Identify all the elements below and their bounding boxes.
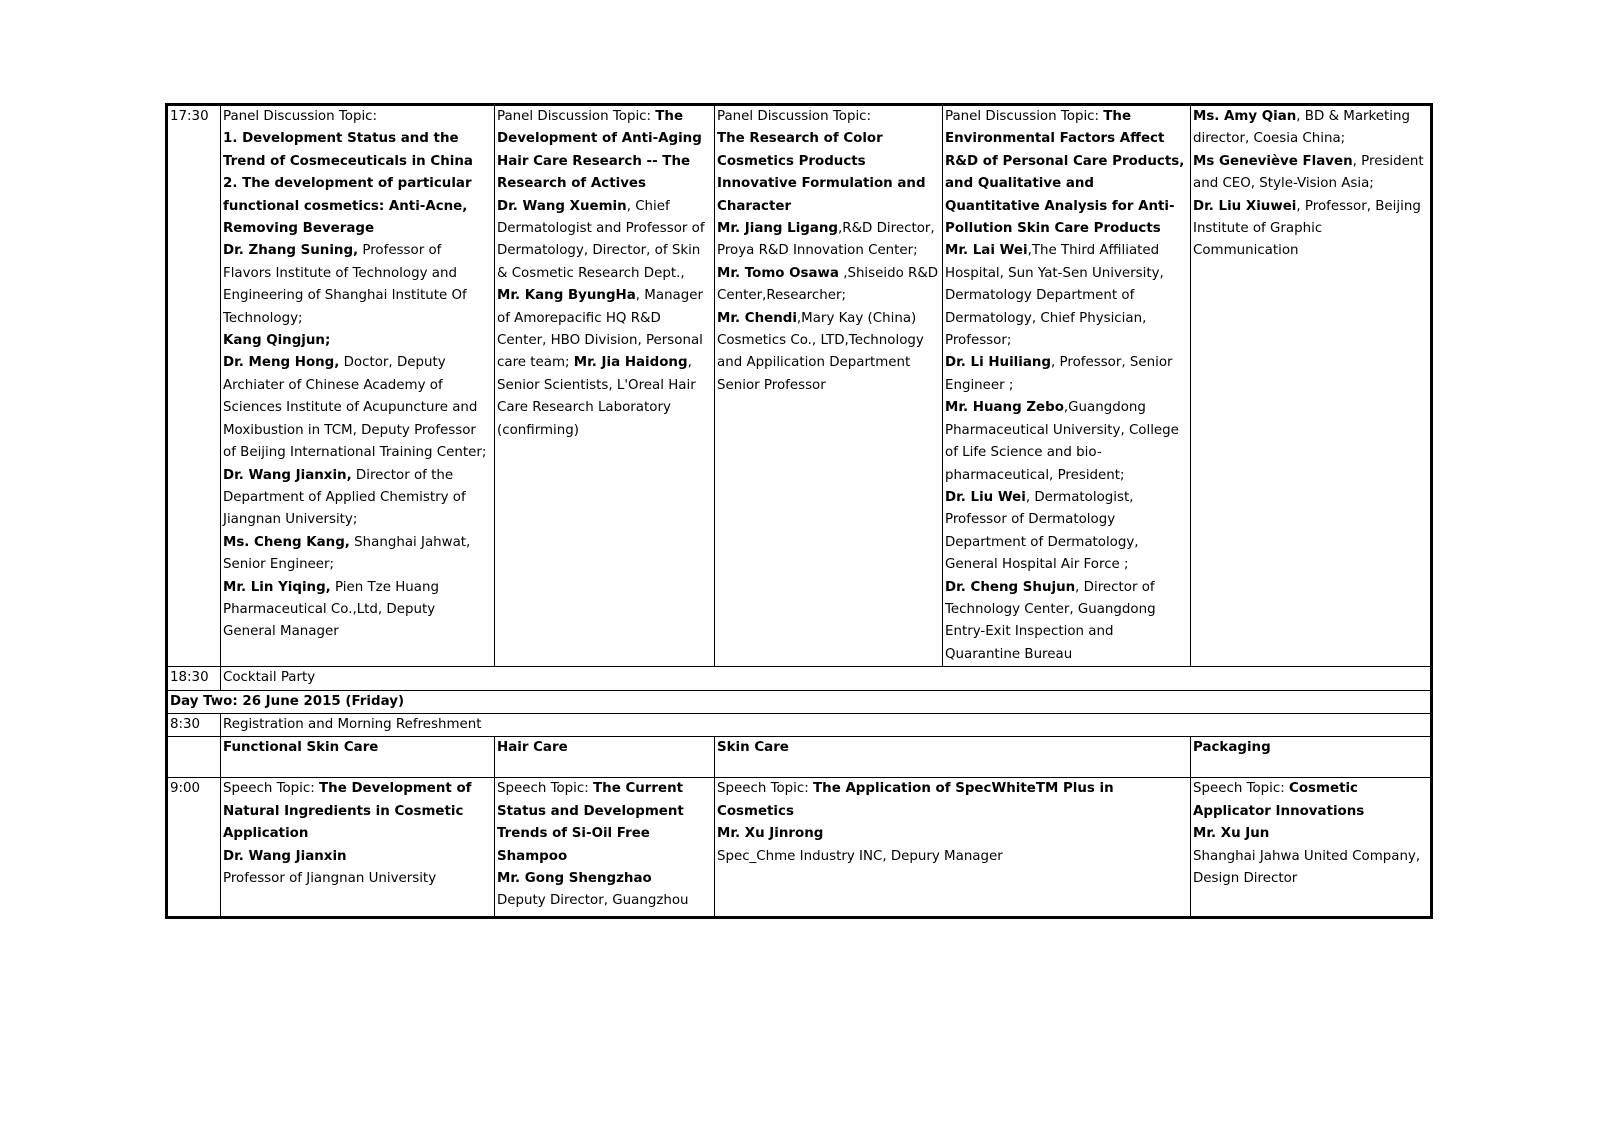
registration-label: Registration and Morning Refreshment: [221, 713, 1432, 736]
speaker-name: Mr. Gong Shengzhao: [497, 871, 652, 886]
speaker-detail: ,Mary Kay (China) Cosmetics Co., LTD,Technology and Appilication Department Senior Professor: [717, 310, 924, 393]
time-cell: 18:30: [167, 667, 221, 690]
schedule-table: [165, 103, 1433, 919]
speaker-detail: , Professor, Senior Engineer ;: [945, 355, 1173, 393]
speaker-detail: ,R&D Director, Proya R&D Innovation Center;: [717, 221, 935, 259]
time-cell: 8:30: [167, 713, 221, 736]
speaker-detail: Shanghai Jahwat, Senior Engineer;: [223, 534, 471, 573]
panel-cell-4: [943, 105, 1191, 667]
panel-intro: Panel Discussion Topic:: [945, 109, 1104, 124]
cocktail-row: [167, 667, 1432, 690]
track-functional-skin-care: Functional Skin Care: [221, 737, 495, 778]
speaker-name: Dr. Wang Xuemin: [497, 198, 627, 214]
panel-cell-1: [221, 105, 495, 667]
track-skin-care: Skin Care: [715, 737, 1191, 778]
speech-cell-3: [715, 778, 1191, 918]
panel-intro: Panel Discussion Topic:: [497, 109, 656, 124]
speech-intro: Speech Topic:: [1193, 781, 1290, 797]
speaker-detail: Professor of Jiangnan University: [223, 871, 437, 886]
speaker-detail: , President and CEO, Style-Vision Asia;: [1193, 153, 1424, 192]
speaker-detail: Shanghai Jahwa United Company, Design Director: [1193, 848, 1421, 886]
speaker-detail: , Chief Dermatologist and Professor of Dermatology, Director, of Skin & Cosmetic Research Dept.,: [497, 198, 705, 281]
time-cell: 9:00: [167, 778, 221, 918]
speech-topic: The Current Status and Development Trends of Si-Oil Free Shampoo: [497, 781, 684, 864]
speech-row: [167, 778, 1432, 918]
panel-intro: Panel Discussion Topic:: [223, 109, 378, 124]
panel-cell-5: [1191, 105, 1432, 667]
speaker-name: Ms Geneviève Flaven: [1193, 153, 1353, 169]
speaker-name: Dr. Meng Hong,: [223, 355, 340, 371]
speaker-detail: ,Shiseido R&D Center,Researcher;: [717, 265, 939, 304]
speaker-detail: ,Guangdong Pharmaceutical University, College of Life Science and bio-pharmaceutical, President;: [945, 400, 1179, 483]
panel-topic-1: 1. Development Status and the Trend of Cosmeceuticals in China: [223, 131, 473, 169]
speech-cell-1: [221, 778, 495, 918]
speaker-detail: Doctor, Deputy Archiater of Chinese Academy of Sciences Institute of Acupuncture and Moxibustion in TCM, Deputy Professor of Beijing International Training Center;: [223, 355, 487, 461]
speaker-name: Dr. Zhang Suning,: [223, 243, 359, 259]
speech-topic: The Development of Natural Ingredients in Cosmetic Application: [223, 781, 472, 842]
speech-cell-4: [1191, 778, 1432, 918]
speaker-name: Mr. Jia Haidong: [573, 355, 688, 371]
speech-topic: The Application of SpecWhiteTM Plus in Cosmetics: [717, 781, 1114, 819]
speaker-detail: Spec_Chme Industry INC, Depury Manager: [717, 848, 1003, 864]
speaker-name: Mr. Tomo Osawa: [717, 265, 839, 281]
speaker-name: Dr. Liu Xiuwei: [1193, 198, 1297, 214]
speaker-name: Mr. Xu Jinrong: [717, 826, 824, 842]
speaker-name: Kang Qingjun;: [223, 333, 331, 349]
empty-time-cell: [167, 737, 221, 778]
speaker-name: Dr. Liu Wei: [945, 489, 1026, 505]
speech-cell-2: [495, 778, 715, 918]
speaker-name: Mr. Kang ByungHa: [497, 288, 636, 304]
speaker-detail: , Director of Technology Center, Guangdong Entry-Exit Inspection and Quarantine Bureau: [945, 579, 1156, 662]
track-header-row: [167, 737, 1432, 778]
speaker-name: Ms. Amy Qian: [1193, 109, 1297, 124]
speaker-name: Mr. Lai Wei: [945, 243, 1028, 259]
speech-intro: Speech Topic:: [717, 781, 814, 797]
speaker-detail: Deputy Director, Guangzhou: [497, 893, 689, 909]
speaker-name: Mr. Chendi: [717, 310, 797, 326]
speech-topic: Cosmetic Applicator Innovations: [1193, 781, 1365, 819]
panel-topic: The Environmental Factors Affect R&D of Personal Care Products, and Qualitative and Quantitative Analysis for Anti-Pollution Skin Care Products: [945, 109, 1185, 237]
day-two-heading: Day Two: 26 June 2015 (Friday): [167, 690, 1432, 713]
speaker-name: Mr. Xu Jun: [1193, 826, 1270, 842]
speaker-name: Mr. Huang Zebo: [945, 400, 1064, 416]
speaker-detail: , Manager of Amorepacific HQ R&D Center, HBO Division, Personal care team;: [497, 288, 704, 371]
speaker-name: Dr. Li Huiliang: [945, 355, 1052, 371]
panel-discussion-row: [167, 105, 1432, 667]
panel-cell-2: [495, 105, 715, 667]
registration-row: [167, 713, 1432, 736]
speaker-name: Mr. Lin Yiqing,: [223, 579, 331, 595]
speaker-name: Ms. Cheng Kang,: [223, 534, 350, 550]
speaker-detail: , Senior Scientists, L'Oreal Hair Care Research Laboratory (confirming): [497, 355, 696, 438]
speaker-name: Mr. Jiang Ligang: [717, 221, 839, 237]
speaker-detail: , Dermatologist, Professor of Dermatology Department of Dermatology, General Hospital Air Force ;: [945, 489, 1139, 573]
speaker-name: Dr. Wang Jianxin: [223, 848, 347, 864]
panel-topic: The Development of Anti-Aging Hair Care Research -- The Research of Actives: [497, 109, 702, 192]
speaker-detail: Professor of Flavors Institute of Technology and Engineering of Shanghai Institute Of Technology;: [223, 243, 467, 326]
speaker-name: Dr. Wang Jianxin,: [223, 467, 352, 483]
speaker-detail: , BD & Marketing director, Coesia China;: [1193, 109, 1410, 147]
track-hair-care: Hair Care: [495, 737, 715, 778]
panel-topic-2: 2. The development of particular functional cosmetics: Anti-Acne, Removing Beverage: [223, 176, 472, 237]
speaker-detail: , Professor, Beijing Institute of Graphic Communication: [1193, 198, 1421, 259]
speaker-detail: Director of the Department of Applied Chemistry of Jiangnan University;: [223, 467, 466, 528]
panel-cell-3: [715, 105, 943, 667]
speaker-detail: ,The Third Affiliated Hospital, Sun Yat-Sen University, Dermatology Department of Dermatology, Chief Physician, Professor;: [945, 243, 1164, 349]
speaker-name: Dr. Cheng Shujun: [945, 579, 1076, 595]
speech-intro: Speech Topic:: [497, 781, 594, 797]
panel-intro: Panel Discussion Topic:: [717, 109, 872, 124]
day-two-row: [167, 690, 1432, 713]
speech-intro: Speech Topic:: [223, 781, 320, 797]
time-cell: 17:30: [167, 105, 221, 667]
panel-topic: The Research of Color Cosmetics Products Innovative Formulation and Character: [717, 131, 926, 214]
speaker-detail: Pien Tze Huang Pharmaceutical Co.,Ltd, Deputy General Manager: [223, 579, 439, 640]
cocktail-label: Cocktail Party: [221, 667, 1432, 690]
track-packaging: Packaging: [1191, 737, 1432, 778]
